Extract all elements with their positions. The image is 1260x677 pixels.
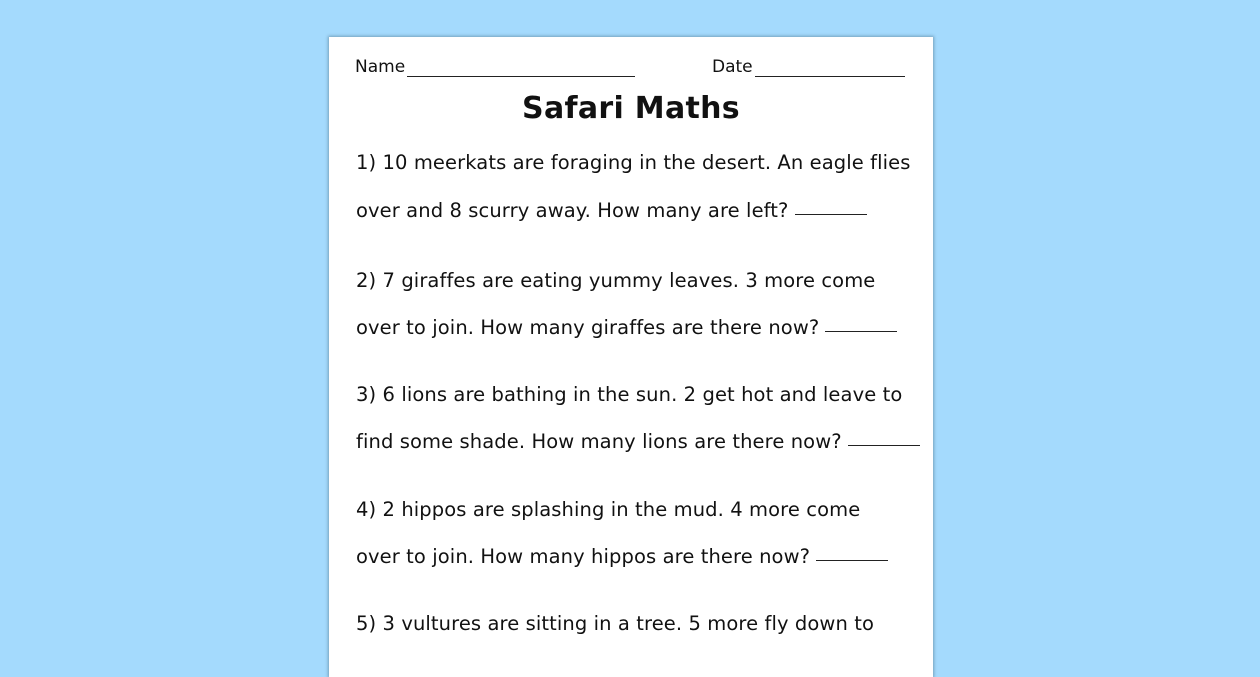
name-label: Name [355,57,406,77]
question-4-line-1: 4) 2 hippos are splashing in the mud. 4 more come [356,498,861,521]
worksheet-page [329,37,933,677]
name-answer-line [407,58,635,77]
name-field [355,57,635,77]
question-3-line-1: 3) 6 lions are bathing in the sun. 2 get hot and leave to [356,383,903,406]
answer-blank [825,331,897,332]
question-4-line-2: over to join. How many hippos are there now? [356,545,888,568]
question-1-line-2: over and 8 scurry away. How many are left? [356,199,867,222]
date-answer-line [755,58,905,77]
date-label: Date [712,57,753,77]
answer-blank [816,560,888,561]
question-2-line-2: over to join. How many giraffes are there now? [356,316,897,339]
question-2-line-1: 2) 7 giraffes are eating yummy leaves. 3 more come [356,269,876,292]
question-3-line-2: find some shade. How many lions are there now? [356,430,920,453]
question-1-line-1: 1) 10 meerkats are foraging in the desert. An eagle flies [356,151,911,174]
answer-blank [848,445,920,446]
question-5-line-1: 5) 3 vultures are sitting in a tree. 5 more fly down to [356,612,875,635]
page-title: Safari Maths [522,91,740,126]
answer-blank [795,214,867,215]
date-field [712,57,905,77]
